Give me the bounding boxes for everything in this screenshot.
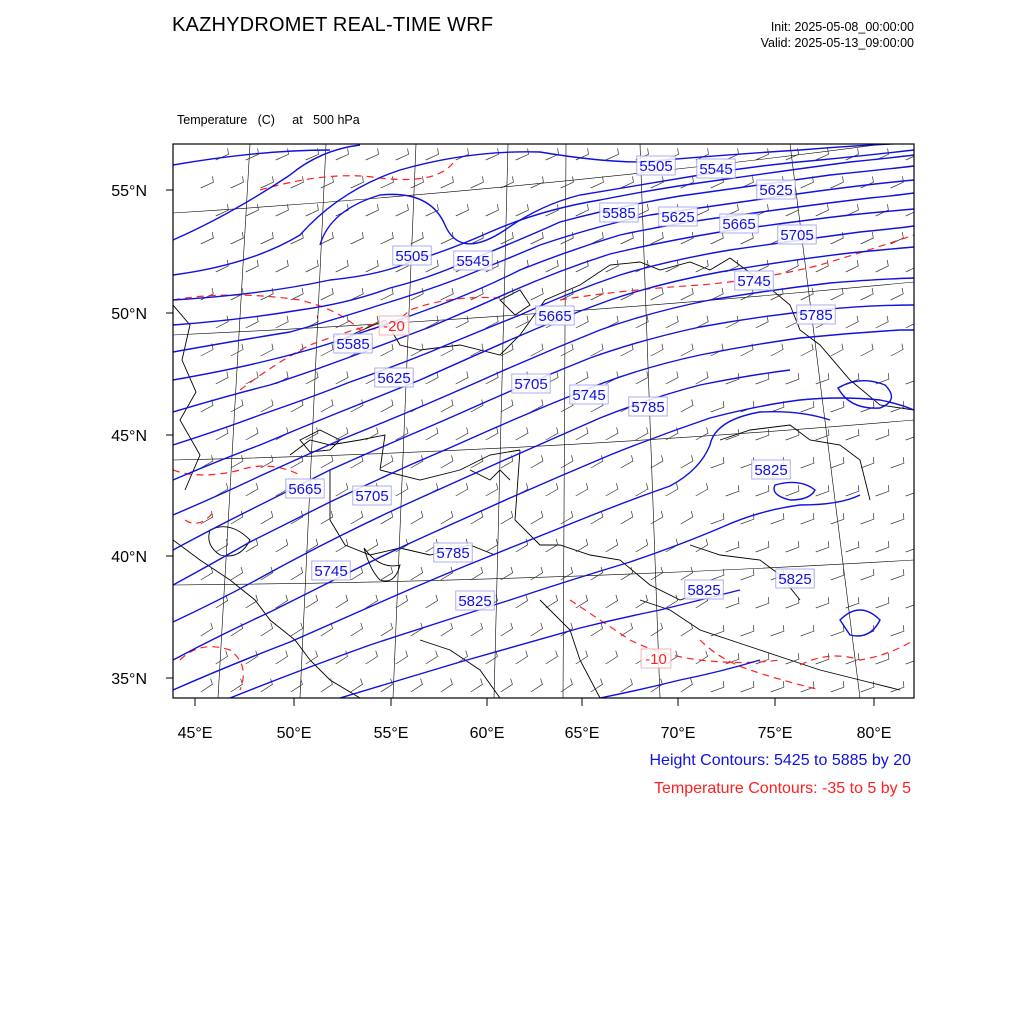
wind-barb	[921, 176, 934, 188]
wind-barb	[936, 485, 949, 496]
height-value: 5785	[799, 307, 833, 324]
temperature-contour-label	[379, 316, 409, 335]
height-contour-label	[375, 368, 413, 387]
height-value: 5585	[336, 336, 370, 353]
height-value: 5585	[602, 205, 636, 222]
lon-label: 60°E	[469, 725, 505, 742]
height-legend: Height Contours: 5425 to 5885 by 20	[649, 752, 911, 769]
height-contour-label	[434, 543, 472, 562]
height-contour-label	[536, 306, 574, 325]
height-contour-label	[334, 334, 372, 353]
lat-label: 45°N	[111, 428, 147, 445]
height-contour-label	[776, 569, 814, 588]
height-value: 5665	[288, 481, 322, 498]
lon-label: 55°E	[373, 725, 409, 742]
height-value: 5545	[699, 161, 733, 178]
longitude-labels	[178, 725, 892, 742]
wind-barb	[921, 344, 933, 356]
wind-barb	[936, 260, 949, 272]
height-value: 5705	[514, 376, 548, 393]
wind-barb	[921, 232, 934, 244]
lat-label: 55°N	[111, 183, 147, 200]
wind-barb	[936, 316, 948, 328]
valid-time: Valid: 2025-05-13_09:00:00	[760, 36, 914, 50]
wind-barb	[921, 569, 934, 580]
lon-label: 75°E	[757, 725, 793, 742]
height-value: 5785	[436, 545, 470, 562]
height-contour-label	[637, 156, 675, 175]
height-value: 5825	[778, 571, 812, 588]
lat-label: 35°N	[111, 671, 147, 688]
height-contour-label	[312, 561, 350, 580]
height-contour-label	[797, 305, 835, 324]
height-value: 5625	[661, 209, 695, 226]
height-value: 5825	[687, 582, 721, 599]
temperature-value: -10	[645, 651, 667, 668]
height-contour-label	[720, 214, 758, 233]
wind-barb	[936, 653, 949, 664]
height-value: 5545	[456, 253, 490, 270]
wind-barb	[921, 681, 934, 692]
height-contour-label	[659, 207, 697, 226]
wind-barb	[936, 148, 949, 160]
field-temperature: Temperature (C) at 500 hPa	[177, 113, 360, 127]
lon-label: 65°E	[564, 725, 600, 742]
wind-barb	[936, 204, 949, 216]
height-value: 5825	[754, 462, 788, 479]
height-contour-label	[456, 591, 494, 610]
height-value: 5665	[538, 308, 572, 325]
height-contour-label	[629, 397, 667, 416]
height-contour-label	[757, 180, 795, 199]
wind-barb	[921, 457, 934, 468]
map-title: KAZHYDROMET REAL-TIME WRF	[172, 14, 494, 36]
height-value: 5745	[737, 273, 771, 290]
height-value: 5705	[780, 227, 814, 244]
height-contour-label	[393, 246, 431, 265]
height-contour-label	[752, 460, 790, 479]
height-value: 5745	[572, 387, 606, 404]
height-contour-label	[353, 486, 391, 505]
height-value: 5705	[355, 488, 389, 505]
latitude-labels	[111, 183, 147, 688]
height-value: 5625	[377, 370, 411, 387]
height-contour-label	[778, 225, 816, 244]
height-contour-label	[570, 385, 608, 404]
wind-barb	[936, 597, 949, 608]
height-value: 5505	[639, 158, 673, 175]
height-contour-label	[600, 203, 638, 222]
wind-barb	[921, 401, 934, 412]
height-contour-label	[735, 271, 773, 290]
height-value: 5745	[314, 563, 348, 580]
wind-barb	[921, 288, 933, 300]
lon-label: 45°E	[177, 725, 213, 742]
init-time: Init: 2025-05-08_00:00:00	[770, 20, 914, 34]
temperature-contour-label	[641, 649, 671, 668]
lon-label: 50°E	[276, 725, 312, 742]
height-value: 5625	[759, 182, 793, 199]
height-contour-label	[697, 159, 735, 178]
height-value: 5665	[722, 216, 756, 233]
lon-label: 70°E	[660, 725, 696, 742]
wind-barb	[921, 513, 934, 524]
temperature-value: -20	[383, 318, 405, 335]
height-value: 5785	[631, 399, 665, 416]
height-contour-label	[286, 479, 324, 498]
height-value: 5825	[458, 593, 492, 610]
height-contour-label	[685, 580, 723, 599]
wind-barb	[921, 625, 934, 636]
temperature-legend: Temperature Contours: -35 to 5 by 5	[653, 780, 911, 797]
height-value: 5505	[395, 248, 429, 265]
height-contour-label	[512, 374, 550, 393]
wind-barb	[936, 373, 949, 384]
lon-label: 80°E	[856, 725, 892, 742]
wind-barb	[936, 429, 949, 440]
height-contour-label	[454, 251, 492, 270]
lat-label: 40°N	[111, 549, 147, 566]
lat-label: 50°N	[111, 306, 147, 323]
wind-barb	[936, 541, 949, 552]
